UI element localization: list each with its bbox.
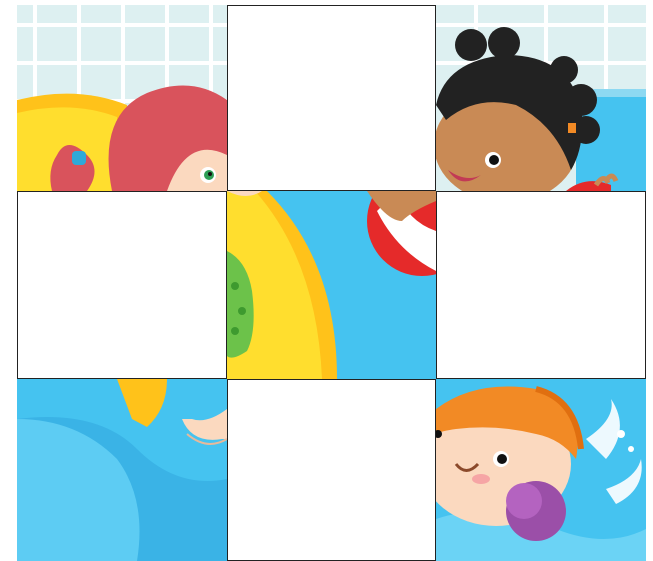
puzzle-piece-girl-dark-hair[interactable] xyxy=(436,5,646,191)
empty-puzzle-slot[interactable] xyxy=(227,5,436,191)
empty-puzzle-slot[interactable] xyxy=(436,191,646,379)
puzzle-piece-boy-swimming[interactable] xyxy=(436,379,646,561)
puzzle-piece-girl-red-hair[interactable] xyxy=(17,5,227,191)
empty-puzzle-slot[interactable] xyxy=(227,379,436,561)
empty-puzzle-slot[interactable] xyxy=(17,191,227,379)
puzzle-board xyxy=(17,5,646,561)
puzzle-piece-float-and-ball[interactable] xyxy=(227,191,436,379)
puzzle-piece-pool-water[interactable] xyxy=(17,379,227,561)
